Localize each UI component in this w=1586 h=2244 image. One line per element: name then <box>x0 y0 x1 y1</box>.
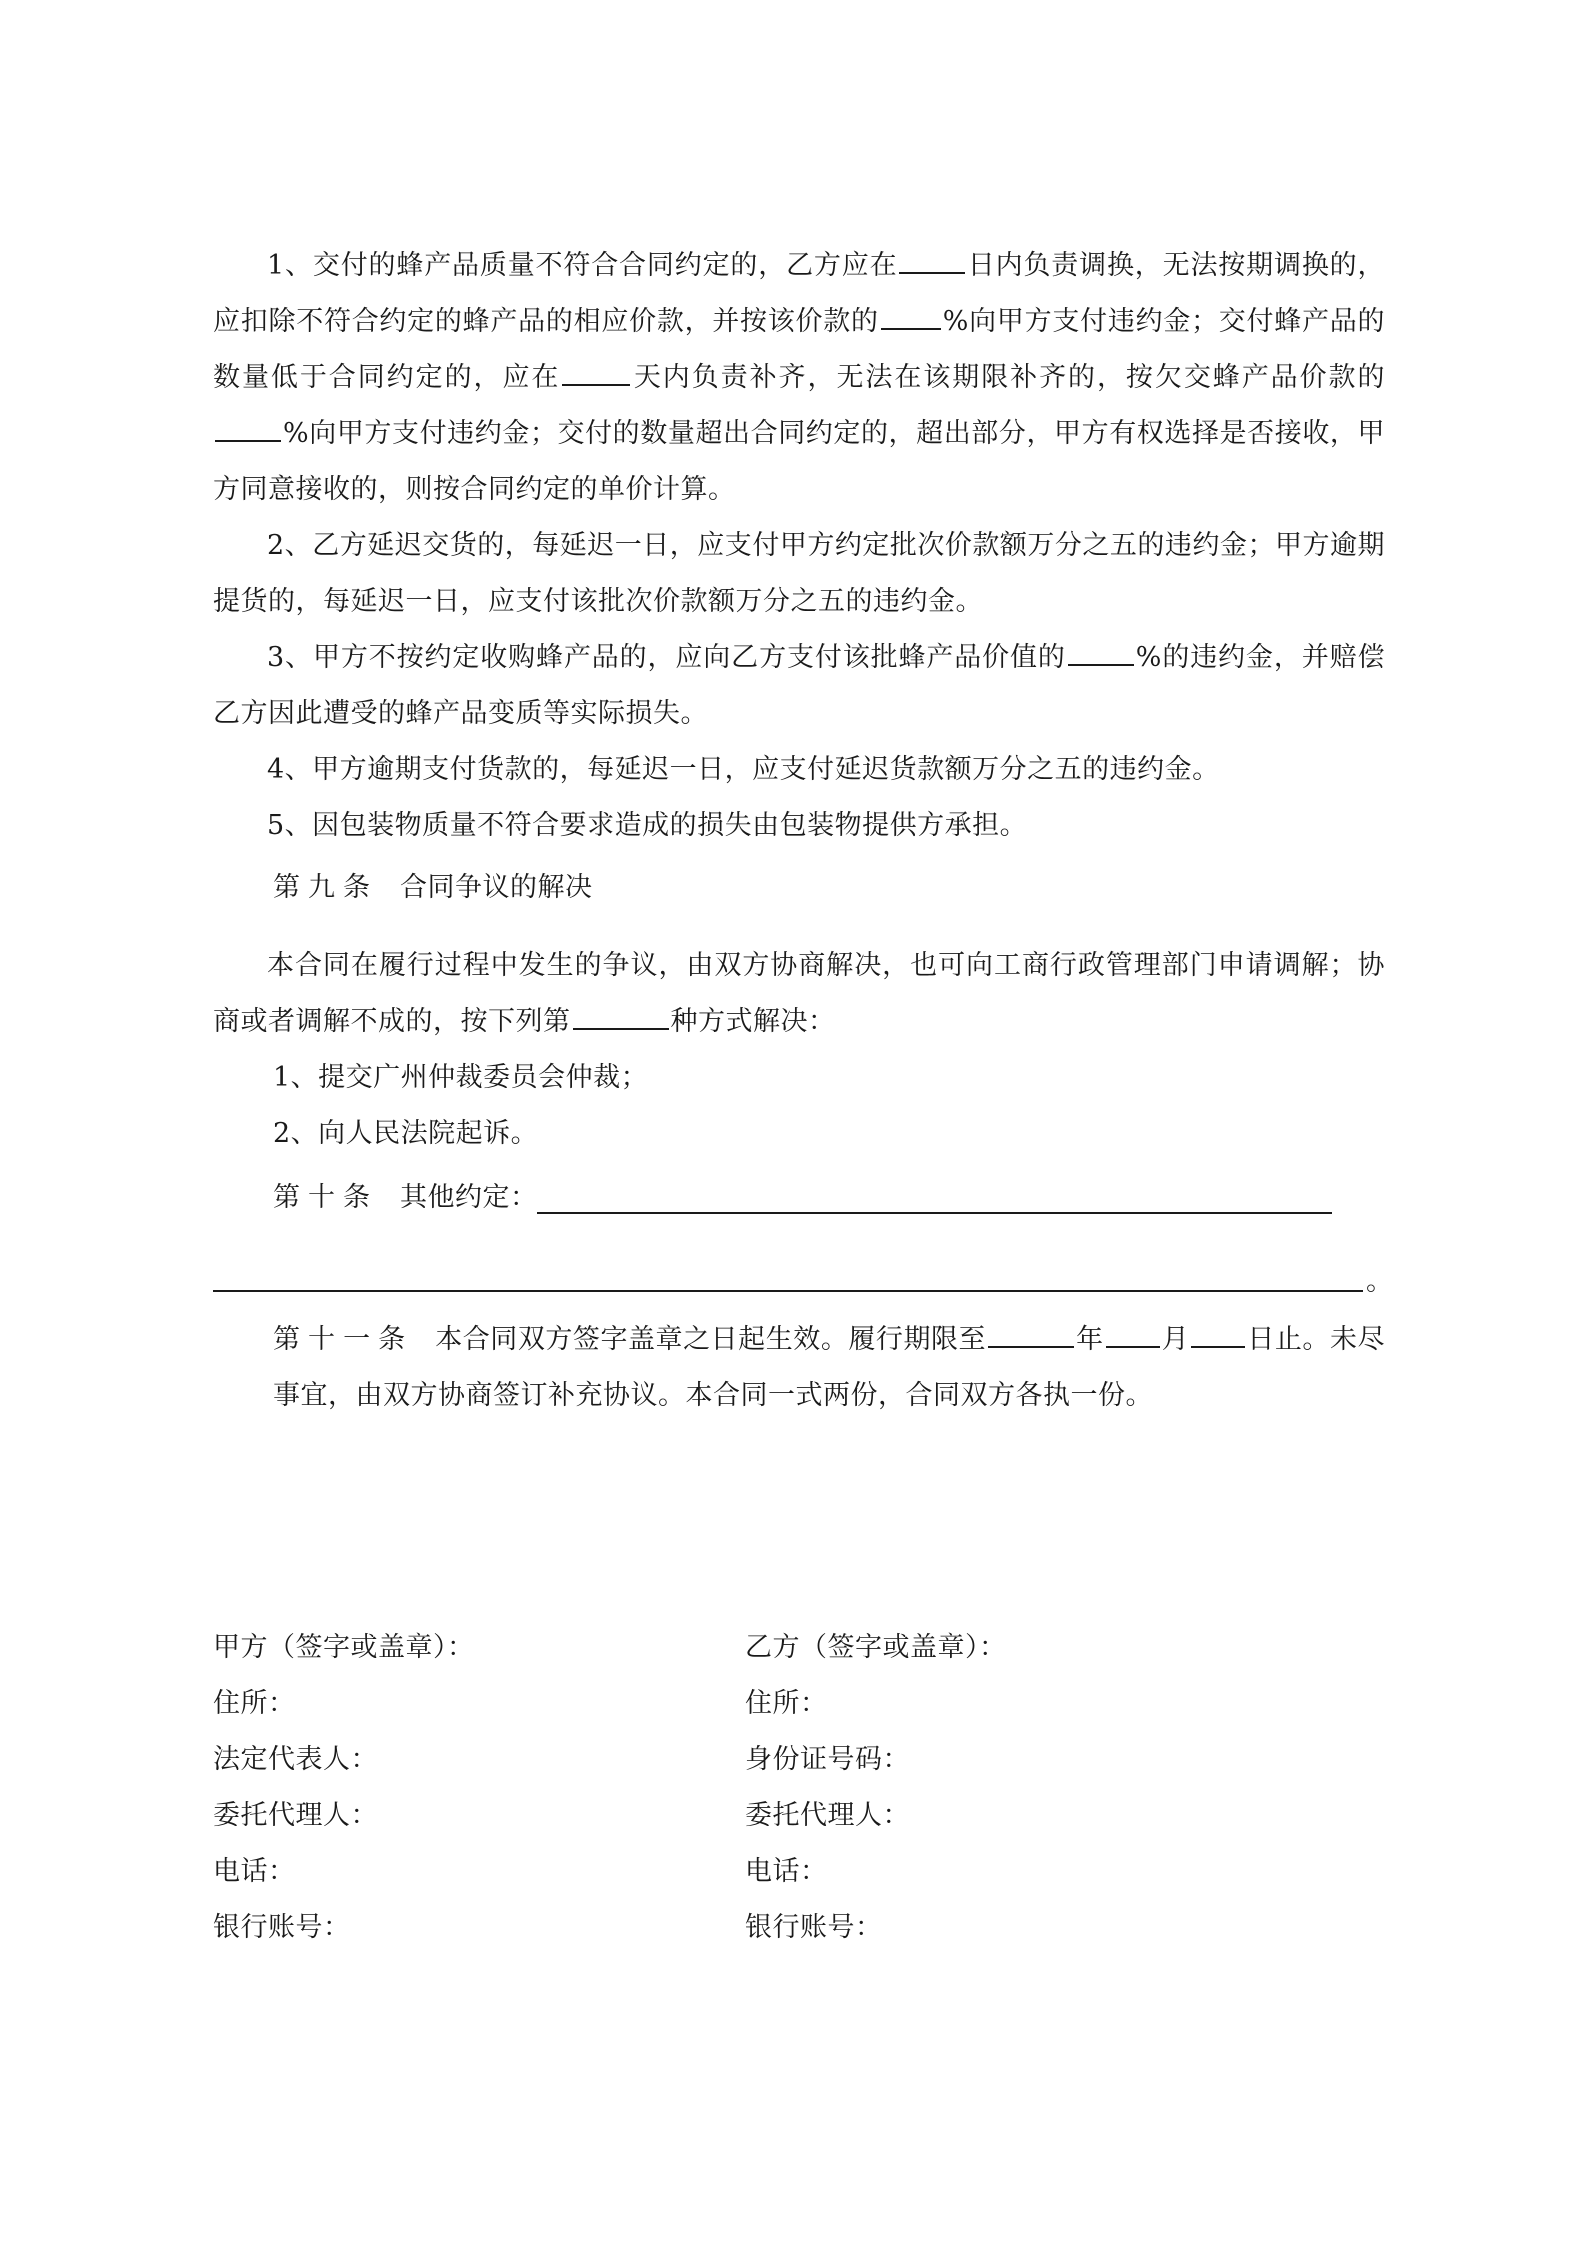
clause-9-body <box>213 938 1385 1050</box>
dispute-option-2: 2、向人民法院起诉。 <box>273 1118 539 1149</box>
party-a-signature: 甲方（签字或盖章）： <box>213 1632 475 1663</box>
blank-dispute-method <box>573 1004 669 1030</box>
party-a-address: 住所： <box>213 1688 296 1719</box>
other-terms-line-1 <box>537 1212 1332 1214</box>
party-b-agent: 委托代理人： <box>745 1800 910 1831</box>
clause-9-title: 合同争议的解决 <box>400 872 593 903</box>
penalty-item-1 <box>213 238 1385 518</box>
clause-11-month: 月 <box>1161 1324 1190 1355</box>
penalty-item-2: 2、乙方延迟交货的，每延迟一日，应支付甲方约定批次价款额万分之五的违约金；甲方逾期提货的，每延迟一日，应支付该批次价款额万分之五的违约金。 <box>213 530 1385 617</box>
penalty-item-1-text-c: %向甲方支付违约金；交付蜂产品的数量低于合同约定的，应在 <box>213 306 1385 393</box>
penalty-item-4: 4、甲方逾期支付货款的，每延迟一日，应支付延迟货款额万分之五的违约金。 <box>267 754 1220 785</box>
party-a-bank: 银行账号： <box>213 1912 351 1943</box>
blank-purchase-percent <box>1068 640 1134 666</box>
dispute-option-1: 1、提交广州仲裁委员会仲裁； <box>273 1062 649 1093</box>
party-a-agent: 委托代理人： <box>213 1800 378 1831</box>
clause-11-body-text-b: 日止。未尽事宜，由双方协商签订补充协议。本合同一式两份，合同双方各执一份。 <box>273 1324 1386 1411</box>
blank-term-day <box>1191 1322 1245 1348</box>
clause-11-year: 年 <box>1076 1324 1104 1355</box>
penalty-item-1-text-b: 日内负责调换，无法按期调换的，应扣除不符合约定的蜂产品的相应价款，并按该价款的 <box>213 250 1385 337</box>
penalty-item-1-text-a: 1、交付的蜂产品质量不符合合同约定的，乙方应在 <box>267 250 898 281</box>
other-terms-end-mark: 。 <box>1366 1266 1394 1297</box>
clause-9-body-text-b: 种方式解决： <box>670 1006 836 1037</box>
blank-days-replace <box>899 248 965 274</box>
penalty-item-3-text-a: 3、甲方不按约定收购蜂产品的，应向乙方支付该批蜂产品价值的 <box>267 642 1066 673</box>
party-b-phone: 电话： <box>745 1856 828 1887</box>
clause-9-body-text-a: 本合同在履行过程中发生的争议，由双方协商解决，也可向工商行政管理部门申请调解；协商或者调解不成的，按下列第 <box>213 950 1385 1037</box>
penalty-item-3-text-b: %的违约金，并赔偿乙方因此遭受的蜂产品变质等实际损失。 <box>213 642 1385 729</box>
clause-10-label: 第十条 <box>273 1182 378 1213</box>
party-a-phone: 电话： <box>213 1856 296 1887</box>
penalty-item-3 <box>213 630 1385 742</box>
clause-10-title: 其他约定： <box>400 1182 538 1213</box>
other-terms-line-2 <box>213 1290 1363 1292</box>
blank-quality-percent <box>881 304 941 330</box>
party-a-legal-rep: 法定代表人： <box>213 1744 378 1775</box>
clause-9-label: 第九条 <box>273 872 378 903</box>
blank-shortage-percent <box>215 416 281 442</box>
party-b-bank: 银行账号： <box>745 1912 883 1943</box>
blank-days-supplement <box>562 360 630 386</box>
clause-9-heading <box>273 868 593 908</box>
party-b-address: 住所： <box>745 1688 828 1719</box>
blank-term-month <box>1106 1322 1160 1348</box>
penalty-item-5: 5、因包装物质量不符合要求造成的损失由包装物提供方承担。 <box>267 810 1028 841</box>
party-b-signature: 乙方（签字或盖章）： <box>745 1632 1007 1663</box>
party-b-id-number: 身份证号码： <box>745 1744 910 1775</box>
clause-10-heading <box>273 1178 538 1218</box>
penalty-item-1-text-e: %向甲方支付违约金；交付的数量超出合同约定的，超出部分，甲方有权选择是否接收，甲方同意接收的，则按合同约定的单价计算。 <box>213 418 1385 505</box>
clause-11-body-text-a: 本合同双方签字盖章之日起生效。履行期限至 <box>435 1324 987 1355</box>
clause-11 <box>213 1312 1385 1424</box>
blank-term-year <box>988 1322 1074 1348</box>
clause-11-label: 第十一条 <box>273 1324 414 1355</box>
penalty-item-1-text-d: 天内负责补齐，无法在该期限补齐的，按欠交蜂产品价款的 <box>632 362 1386 393</box>
